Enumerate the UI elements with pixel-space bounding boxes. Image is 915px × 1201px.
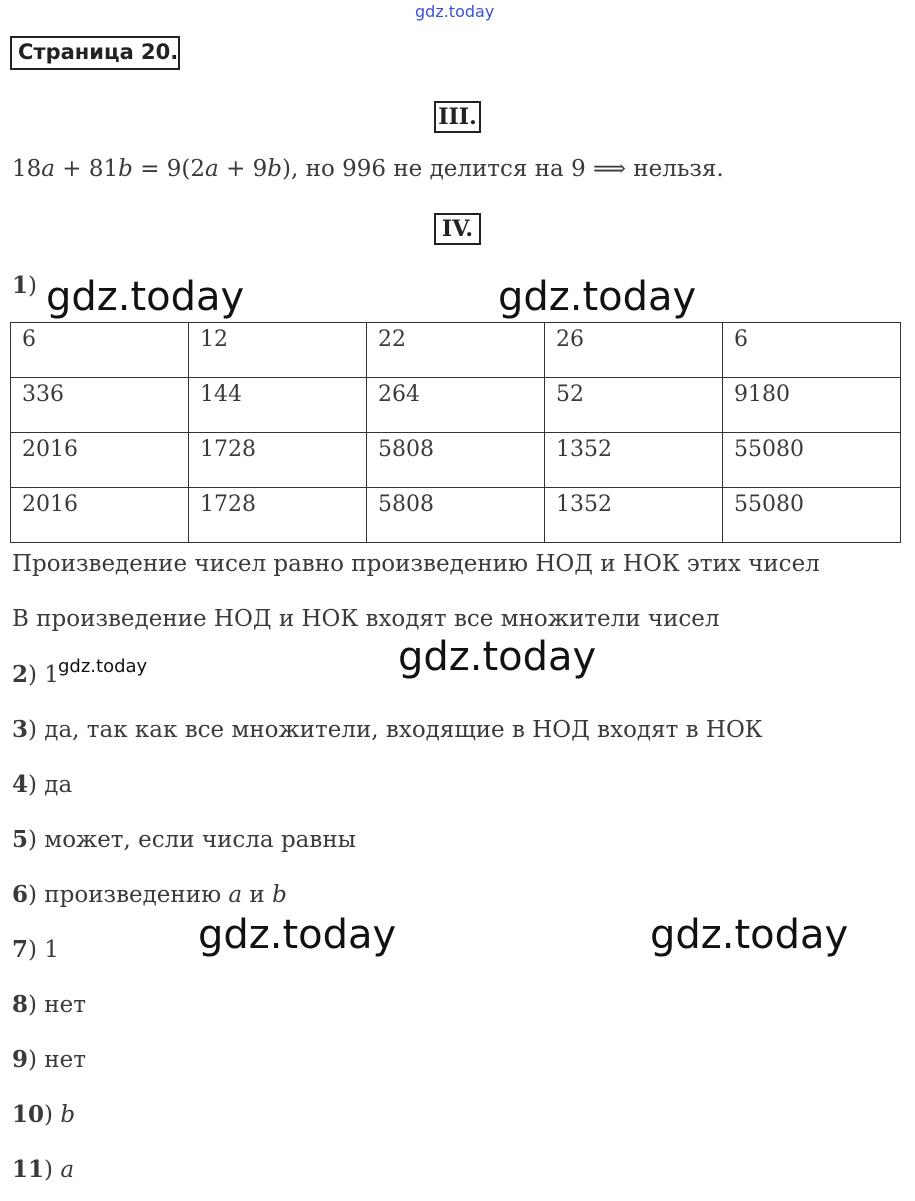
equation-part: + 81 bbox=[55, 156, 119, 182]
note-line: Произведение чисел равно произведению НОД и НОК этих чисел bbox=[12, 551, 820, 577]
table-cell: 1352 bbox=[545, 488, 723, 543]
item-text: ) да bbox=[28, 772, 73, 798]
table-cell: 55080 bbox=[723, 433, 901, 488]
item-1-label bbox=[12, 272, 37, 299]
section-label-iii: III. bbox=[434, 101, 481, 133]
item-number: 8 bbox=[12, 991, 29, 1018]
item-text: ) bbox=[44, 1102, 61, 1128]
table-cell: 2016 bbox=[11, 488, 189, 543]
variable-a: a bbox=[228, 882, 243, 908]
answer-item-10 bbox=[12, 1101, 75, 1128]
item-number: 5 bbox=[12, 826, 29, 853]
item-text: ) bbox=[44, 1157, 61, 1183]
item-text: ) произведению bbox=[28, 882, 229, 908]
item-number: 1 bbox=[12, 272, 29, 299]
item-number: 4 bbox=[12, 771, 29, 798]
table-row bbox=[11, 433, 901, 488]
item-number: 3 bbox=[12, 716, 29, 743]
equation-part: 18 bbox=[12, 156, 42, 182]
table-cell: 1728 bbox=[189, 488, 367, 543]
table-cell: 12 bbox=[189, 323, 367, 378]
item-number: 2 bbox=[12, 661, 29, 688]
item-number: 10 bbox=[12, 1101, 45, 1128]
watermark: gdz.today bbox=[58, 656, 148, 677]
table-cell: 336 bbox=[11, 378, 189, 433]
answer-item-2 bbox=[12, 661, 59, 688]
table-row bbox=[11, 323, 901, 378]
gcd-lcm-table bbox=[10, 322, 901, 543]
equation-part: = 9(2 bbox=[132, 156, 206, 182]
item-text: и bbox=[242, 882, 273, 908]
item-text: ) нет bbox=[28, 992, 86, 1018]
table-cell: 144 bbox=[189, 378, 367, 433]
variable-b: b bbox=[272, 882, 287, 908]
watermark: gdz.today bbox=[46, 274, 245, 320]
item-number: 7 bbox=[12, 936, 29, 963]
variable-a: a bbox=[60, 1157, 75, 1183]
item-number: 11 bbox=[12, 1156, 45, 1183]
section-label-iv: IV. bbox=[434, 213, 481, 245]
table-row bbox=[11, 488, 901, 543]
table-cell: 9180 bbox=[723, 378, 901, 433]
watermark: gdz.today bbox=[398, 634, 597, 680]
variable-b: b bbox=[118, 156, 133, 182]
table-cell: 1728 bbox=[189, 433, 367, 488]
answer-item-7 bbox=[12, 936, 59, 963]
variable-a: a bbox=[41, 156, 55, 182]
table-cell: 26 bbox=[545, 323, 723, 378]
table-cell: 52 bbox=[545, 378, 723, 433]
table-cell: 1352 bbox=[545, 433, 723, 488]
answer-item-3 bbox=[12, 716, 763, 743]
watermark: gdz.today bbox=[198, 912, 397, 958]
answer-item-5 bbox=[12, 826, 356, 853]
equation-part: ), но 996 не делится на 9 ⟹ нельзя. bbox=[282, 156, 724, 182]
item-text: ) да, так как все множители, входящие в НОД входят в НОК bbox=[28, 717, 763, 743]
equation-part: + 9 bbox=[218, 156, 268, 182]
table-row bbox=[11, 378, 901, 433]
answer-item-8 bbox=[12, 991, 86, 1018]
answer-item-4 bbox=[12, 771, 72, 798]
answer-item-6 bbox=[12, 881, 287, 908]
table-cell: 6 bbox=[723, 323, 901, 378]
note-line: В произведение НОД и НОК входят все множители чисел bbox=[12, 606, 720, 632]
watermark: gdz.today bbox=[498, 274, 697, 320]
variable-a: a bbox=[205, 156, 219, 182]
table-cell: 6 bbox=[11, 323, 189, 378]
watermark-top: gdz.today bbox=[415, 2, 495, 21]
page-title: Страница 20. bbox=[10, 36, 180, 70]
watermark: gdz.today bbox=[650, 912, 849, 958]
answer-item-9 bbox=[12, 1046, 86, 1073]
variable-b: b bbox=[267, 156, 283, 182]
table-cell: 264 bbox=[367, 378, 545, 433]
item-paren: ) bbox=[28, 273, 37, 299]
item-text: ) нет bbox=[28, 1047, 86, 1073]
table-cell: 5808 bbox=[367, 433, 545, 488]
item-text: ) 1 bbox=[28, 937, 59, 963]
equation-line bbox=[12, 156, 724, 182]
table-cell: 5808 bbox=[367, 488, 545, 543]
item-text: ) 1 bbox=[28, 662, 59, 688]
answer-item-11 bbox=[12, 1156, 74, 1183]
item-number: 6 bbox=[12, 881, 29, 908]
table-cell: 22 bbox=[367, 323, 545, 378]
item-number: 9 bbox=[12, 1046, 29, 1073]
table-cell: 55080 bbox=[723, 488, 901, 543]
variable-b: b bbox=[60, 1102, 76, 1128]
table-cell: 2016 bbox=[11, 433, 189, 488]
item-text: ) может, если числа равны bbox=[28, 827, 356, 853]
